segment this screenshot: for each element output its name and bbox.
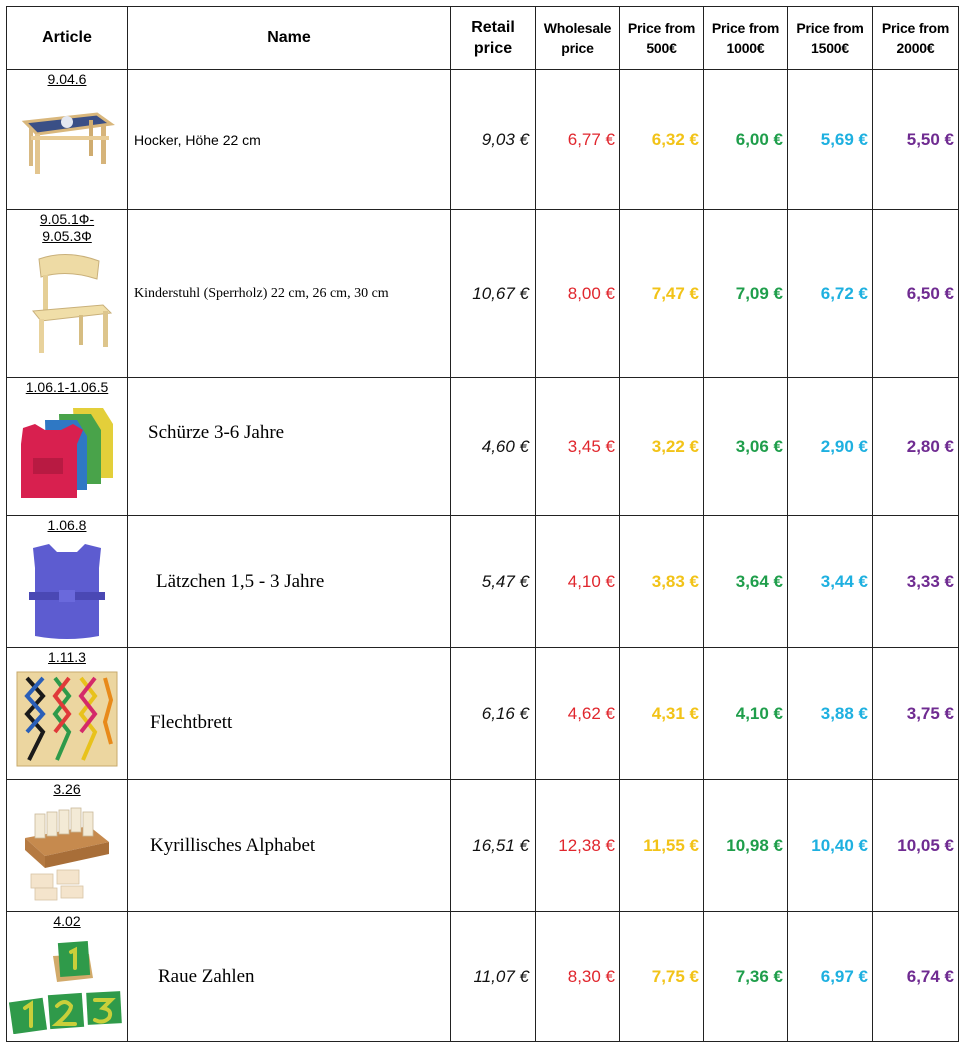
article-number[interactable]: 1.06.1-1.06.5 — [25, 379, 109, 395]
wholesale-price: 8,00 € — [536, 210, 620, 378]
article-cell — [7, 648, 128, 780]
cyrillic-alphabet-box-image — [17, 802, 117, 902]
price-table — [6, 6, 959, 1042]
price-from-1000: 4,10 € — [704, 648, 788, 780]
article-cell — [7, 70, 128, 210]
article-cell — [7, 912, 128, 1042]
article-number[interactable]: 9.05.3Ф — [42, 228, 92, 244]
price-from-500: 4,31 € — [620, 648, 704, 780]
article-number[interactable]: 4.02 — [53, 913, 81, 929]
price-from-500: 7,75 € — [620, 912, 704, 1042]
name-cell — [128, 378, 451, 516]
article-cell — [7, 378, 128, 516]
product-name: Kinderstuhl (Sperrholz) 22 cm, 26 cm, 30 cm — [134, 285, 389, 301]
price-from-1000: 7,36 € — [704, 912, 788, 1042]
table-row — [7, 378, 959, 516]
header-name: Name — [128, 7, 451, 70]
name-cell — [128, 648, 451, 780]
wholesale-price: 8,30 € — [536, 912, 620, 1042]
product-name: Schürze 3-6 Jahre — [148, 422, 285, 443]
price-from-2000: 6,74 € — [873, 912, 959, 1042]
header-price-from-2000: Price from 2000€ — [873, 7, 959, 70]
article-number[interactable]: 3.26 — [53, 781, 81, 797]
article-cell — [7, 516, 128, 648]
price-from-500: 7,47 € — [620, 210, 704, 378]
price-from-1000: 3,06 € — [704, 378, 788, 516]
price-from-1500: 6,72 € — [788, 210, 873, 378]
header-retail-price: Retail price — [451, 7, 536, 70]
price-from-1500: 5,69 € — [788, 70, 873, 210]
wholesale-price: 6,77 € — [536, 70, 620, 210]
price-from-1000: 3,64 € — [704, 516, 788, 648]
article-number[interactable]: 1.11.3 — [48, 649, 86, 665]
price-from-1500: 3,44 € — [788, 516, 873, 648]
retail-price: 16,51 € — [451, 780, 536, 912]
retail-price: 11,07 € — [451, 912, 536, 1042]
price-from-2000: 6,50 € — [873, 210, 959, 378]
wholesale-price: 12,38 € — [536, 780, 620, 912]
table-row — [7, 912, 959, 1042]
retail-price: 5,47 € — [451, 516, 536, 648]
header-price-from-1500: Price from 1500€ — [788, 7, 873, 70]
plywood-chair-image — [19, 249, 115, 357]
table-row — [7, 780, 959, 912]
product-name: Kyrillisches Alphabet — [150, 834, 316, 856]
blue-bib-image — [27, 538, 107, 642]
price-from-1000: 6,00 € — [704, 70, 788, 210]
table-row — [7, 210, 959, 378]
name-cell — [128, 912, 451, 1042]
article-cell — [7, 780, 128, 912]
retail-price: 6,16 € — [451, 648, 536, 780]
name-cell — [128, 210, 451, 378]
name-cell — [128, 70, 451, 210]
colored-aprons-image — [15, 400, 119, 500]
wooden-stool-image — [17, 92, 117, 182]
wholesale-price: 3,45 € — [536, 378, 620, 516]
retail-price: 4,60 € — [451, 378, 536, 516]
wholesale-price: 4,62 € — [536, 648, 620, 780]
name-cell — [128, 780, 451, 912]
price-from-2000: 2,80 € — [873, 378, 959, 516]
wholesale-price: 4,10 € — [536, 516, 620, 648]
price-from-1500: 6,97 € — [788, 912, 873, 1042]
table-row — [7, 70, 959, 210]
article-number[interactable]: 9.04.6 — [47, 71, 87, 87]
price-from-1500: 2,90 € — [788, 378, 873, 516]
price-from-2000: 10,05 € — [873, 780, 959, 912]
article-cell — [7, 210, 128, 378]
header-wholesale-price: Wholesale price — [536, 7, 620, 70]
price-from-1000: 10,98 € — [704, 780, 788, 912]
price-from-2000: 3,75 € — [873, 648, 959, 780]
retail-price: 10,67 € — [451, 210, 536, 378]
name-cell — [128, 516, 451, 648]
header-price-from-500: Price from 500€ — [620, 7, 704, 70]
price-from-2000: 5,50 € — [873, 70, 959, 210]
header-article: Article — [7, 7, 128, 70]
price-from-2000: 3,33 € — [873, 516, 959, 648]
header-row — [7, 7, 959, 70]
price-from-1000: 7,09 € — [704, 210, 788, 378]
header-price-from-1000: Price from 1000€ — [704, 7, 788, 70]
sandpaper-numbers-image — [9, 934, 125, 1034]
table-row — [7, 648, 959, 780]
article-number[interactable]: 1.06.8 — [47, 517, 87, 533]
product-name: Raue Zahlen — [158, 965, 255, 987]
price-from-1500: 10,40 € — [788, 780, 873, 912]
price-from-500: 11,55 € — [620, 780, 704, 912]
article-number[interactable]: 9.05.1Ф- — [39, 211, 95, 227]
product-name: Hocker, Höhe 22 cm — [134, 131, 261, 148]
product-name: Lätzchen 1,5 - 3 Jahre — [156, 570, 325, 592]
price-from-1500: 3,88 € — [788, 648, 873, 780]
product-name: Flechtbrett — [150, 712, 233, 733]
price-from-500: 6,32 € — [620, 70, 704, 210]
price-from-500: 3,83 € — [620, 516, 704, 648]
retail-price: 9,03 € — [451, 70, 536, 210]
lacing-board-image — [15, 670, 119, 770]
price-from-500: 3,22 € — [620, 378, 704, 516]
table-row — [7, 516, 959, 648]
